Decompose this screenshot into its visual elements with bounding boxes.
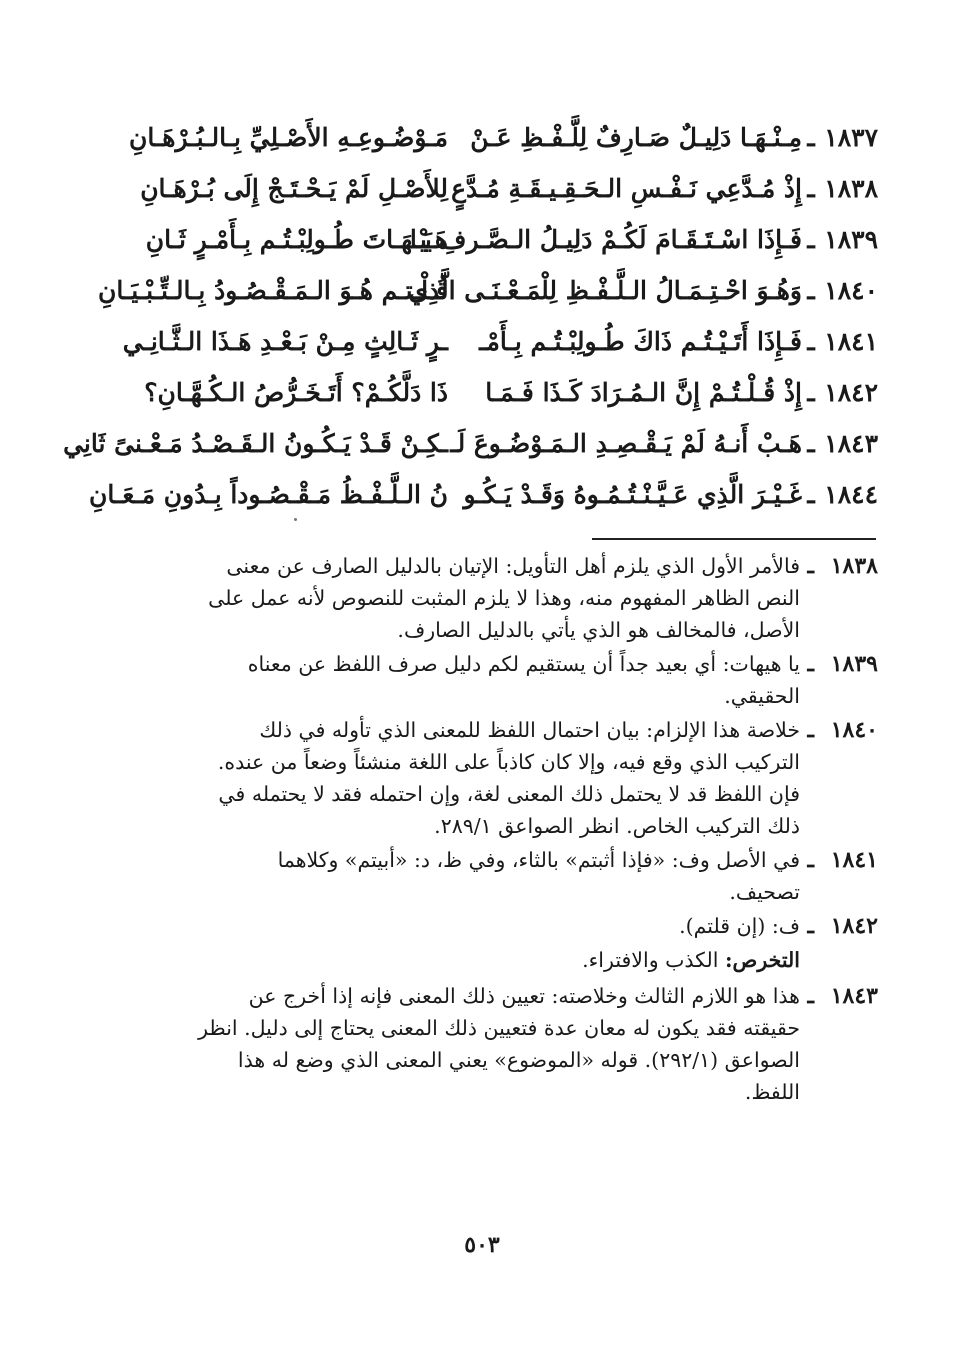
footnote-body (86, 844, 800, 908)
footnote (86, 980, 878, 1108)
verse-first-hemistich: مِـنْـهَـا دَلِيـلٌ صَـارِفٌ لِلَّـفْـظِ عَـنْ (470, 123, 802, 152)
verse-dash: ـ (807, 123, 815, 152)
footnote-number: ١٨٤٣ (830, 983, 878, 1009)
verse-second-hemistich: ذَا دَلَّكُـمْ؟ أَتَـخَـرُّصُ الـكُـهَّـانِ؟ (144, 378, 448, 407)
verse-line (78, 163, 878, 214)
footnote-number: ١٨٣٨ (830, 553, 878, 579)
footnote-number: ١٨٤٠ (830, 717, 878, 743)
footnote (86, 910, 878, 942)
footnote-body (86, 648, 800, 712)
footnote-separator-rule (592, 538, 876, 540)
footnote (86, 550, 878, 646)
footnote (86, 714, 878, 842)
footnote-dash: ـ (807, 913, 814, 939)
term-definition (86, 944, 878, 976)
footnote-line: ف: (إن قلتم). (679, 914, 800, 938)
verse-number: ١٨٣٨ (824, 174, 878, 203)
verse-number: ١٨٤٢ (824, 378, 878, 407)
verse-line (78, 367, 878, 418)
verse-line (78, 469, 878, 520)
verse-section (63, 112, 878, 520)
footnote-line: ذلك التركيب الخاص. انظر الصواعق ٢٨٩/١. (434, 814, 800, 838)
footnote-dash: ـ (807, 651, 814, 677)
verse-first-hemistich: فَـإِذَا اسْـتَـقَـامَ لَكُـمْ دَلِيـلُ الـصَّـرفِ يَـا (409, 225, 802, 254)
verse-number: ١٨٤٠ (824, 276, 878, 305)
verse-first-hemistich: وَهُـوَ احْـتِـمَـالُ الـلَّـفْـظِ لِلْمَـعْـنَـى الَّذِي (408, 276, 802, 305)
verse-line (78, 316, 878, 367)
verse-line (78, 265, 878, 316)
verse-second-hemistich: لِلأَصْـلِ لَمْ يَـحْـتَـجْ إِلَى بُـرْهَـانِ (140, 174, 448, 203)
verse-number: ١٨٣٩ (824, 225, 878, 254)
verse-line (78, 214, 878, 265)
verse-second-hemistich: ـرٍ ثَـالِثٍ مِـنْ بَـعْـدِ هَـذَا الـثَّـانِـي (122, 327, 448, 356)
footnote-number: ١٨٤١ (830, 847, 878, 873)
verse-first-hemistich: غَـيْـرَ الَّذِي عَـيَّـنْـتُـمُـوهُ وَقَـدْ يَـكُـو (463, 480, 802, 509)
verse-dash: ـ (807, 327, 815, 356)
footnote (86, 844, 878, 908)
verse-number: ١٨٤١ (824, 327, 878, 356)
footnote-line: فإن اللفظ قد لا يحتمل ذلك المعنى لغة، وإن احتمله فقد لا يحتمله في (218, 782, 800, 806)
verse-dash: ـ (807, 429, 815, 458)
footnote-line: خلاصة هذا الإلزام: بيان احتمال اللفظ للمعنى الذي تأوله في ذلك (259, 718, 800, 742)
verse-dash: ـ (807, 276, 815, 305)
verse-dash: ـ (807, 480, 815, 509)
verse-first-hemistich: إِذْ مُـدَّعِي نَـفْـسِ الـحَـقِـيـقَـةِ مُـدَّعٍ (451, 174, 802, 203)
stray-dot (294, 518, 297, 521)
footnote-dash: ـ (807, 717, 814, 743)
term-word: التخرص: (724, 948, 800, 972)
footnote (86, 648, 878, 712)
footnote-number: ١٨٣٩ (830, 651, 878, 677)
verse-second-hemistich: مَـوْضُـوعِـهِ الأَصْـلِيِّ بِـالـبُـرْهَـانِ (128, 123, 448, 152)
footnote-line: التركيب الذي وقع فيه، وإلا كان كاذباً على اللغة منشئاً وضعاً من عنده. (217, 750, 800, 774)
verse-line (63, 418, 878, 469)
footnote-line: اللفظ. (744, 1080, 800, 1104)
footnote-line: النص الظاهر المفهوم منه، وهذا لا يلزم المثبت للنصوص لأنه عمل على (208, 586, 800, 610)
page-number: ٥٠٣ (464, 1232, 500, 1258)
verse-dash: ـ (807, 225, 815, 254)
verse-dash: ـ (807, 378, 815, 407)
verse-dash: ـ (807, 174, 815, 203)
footnote-line: فالأمر الأول الذي يلزم أهل التأويل: الإتيان بالدليل الصارف عن معنى (226, 554, 800, 578)
footnote-line: تصحيف. (729, 880, 800, 904)
verse-second-hemistich: قُـلْـتـم هُـوَ الـمَـقْـصُـودُ بِـالـتِّـبْـيَـانِ (97, 276, 448, 305)
footnotes-section (86, 550, 878, 1110)
footnote-line: الحقيقي. (724, 684, 800, 708)
footnote-body (86, 980, 800, 1108)
verse-number: ١٨٤٤ (824, 480, 878, 509)
verse-first-hemistich: فَـإِذَا أَتَـيْـتُـم ذَاكَ طُـولِبْـتُـم بِـأَمْـ (479, 327, 802, 356)
verse-first-hemistich: إِذْ قُـلْـتُـمْ إِنَّ الـمُـرَادَ كَـذَا فَـمَـا (485, 378, 802, 407)
footnote-dash: ـ (807, 983, 814, 1009)
verse-second-hemistich: هَـيْـهَـاتَ طُـولِبْـتُـم بِـأَمْـرٍ ثَـانِ (145, 225, 448, 254)
footnote-body (86, 714, 800, 842)
verse-second-hemistich: نُ الـلَّـفْـظُ مَـقْـصُـوداً بِـدُونِ مَـعَـانِ (89, 480, 448, 509)
verse-line (78, 112, 878, 163)
verse-second-hemistich: ـكِـنْ قَـدْ يَـكُـونُ الـقَـصْـدُ مَـعْـنىً ثَانِي (63, 429, 448, 458)
verse-number: ١٨٣٧ (824, 123, 878, 152)
footnote-dash: ـ (807, 553, 814, 579)
footnote-line: الأصل، فالمخالف هو الذي يأتي بالدليل الصارف. (397, 618, 800, 642)
footnote-body (86, 550, 800, 646)
footnote-dash: ـ (807, 847, 814, 873)
footnote-number: ١٨٤٢ (830, 913, 878, 939)
verse-first-hemistich: هَـبْ أَنـهُ لَمْ يَـقْـصِـدِ الـمَـوْضُـوعَ لَـ (450, 429, 802, 458)
footnote-line: يا هيهات: أي بعيد جداً أن يستقيم لكم دليل صرف اللفظ عن معناه (247, 652, 800, 676)
verse-number: ١٨٤٣ (824, 429, 878, 458)
footnote-line: الصواعق (٢٩٢/١). قوله «الموضوع» يعني المعنى الذي وضع له هذا (237, 1048, 800, 1072)
term-definition-text: الكذب والافتراء. (582, 948, 719, 972)
footnote-body (86, 910, 800, 942)
footnote-line: هذا هو اللازم الثالث وخلاصته: تعيين ذلك المعنى فإنه إذا أخرج عن (248, 984, 800, 1008)
footnote-line: في الأصل وف: «فإذا أثبتم» بالثاء، وفي ظ، د: «أبيتم» وكلاهما (277, 848, 800, 872)
footnote-line: حقيقته فقد يكون له معان عدة فتعيين ذلك المعنى يحتاج إلى دليل. انظر (198, 1016, 800, 1040)
